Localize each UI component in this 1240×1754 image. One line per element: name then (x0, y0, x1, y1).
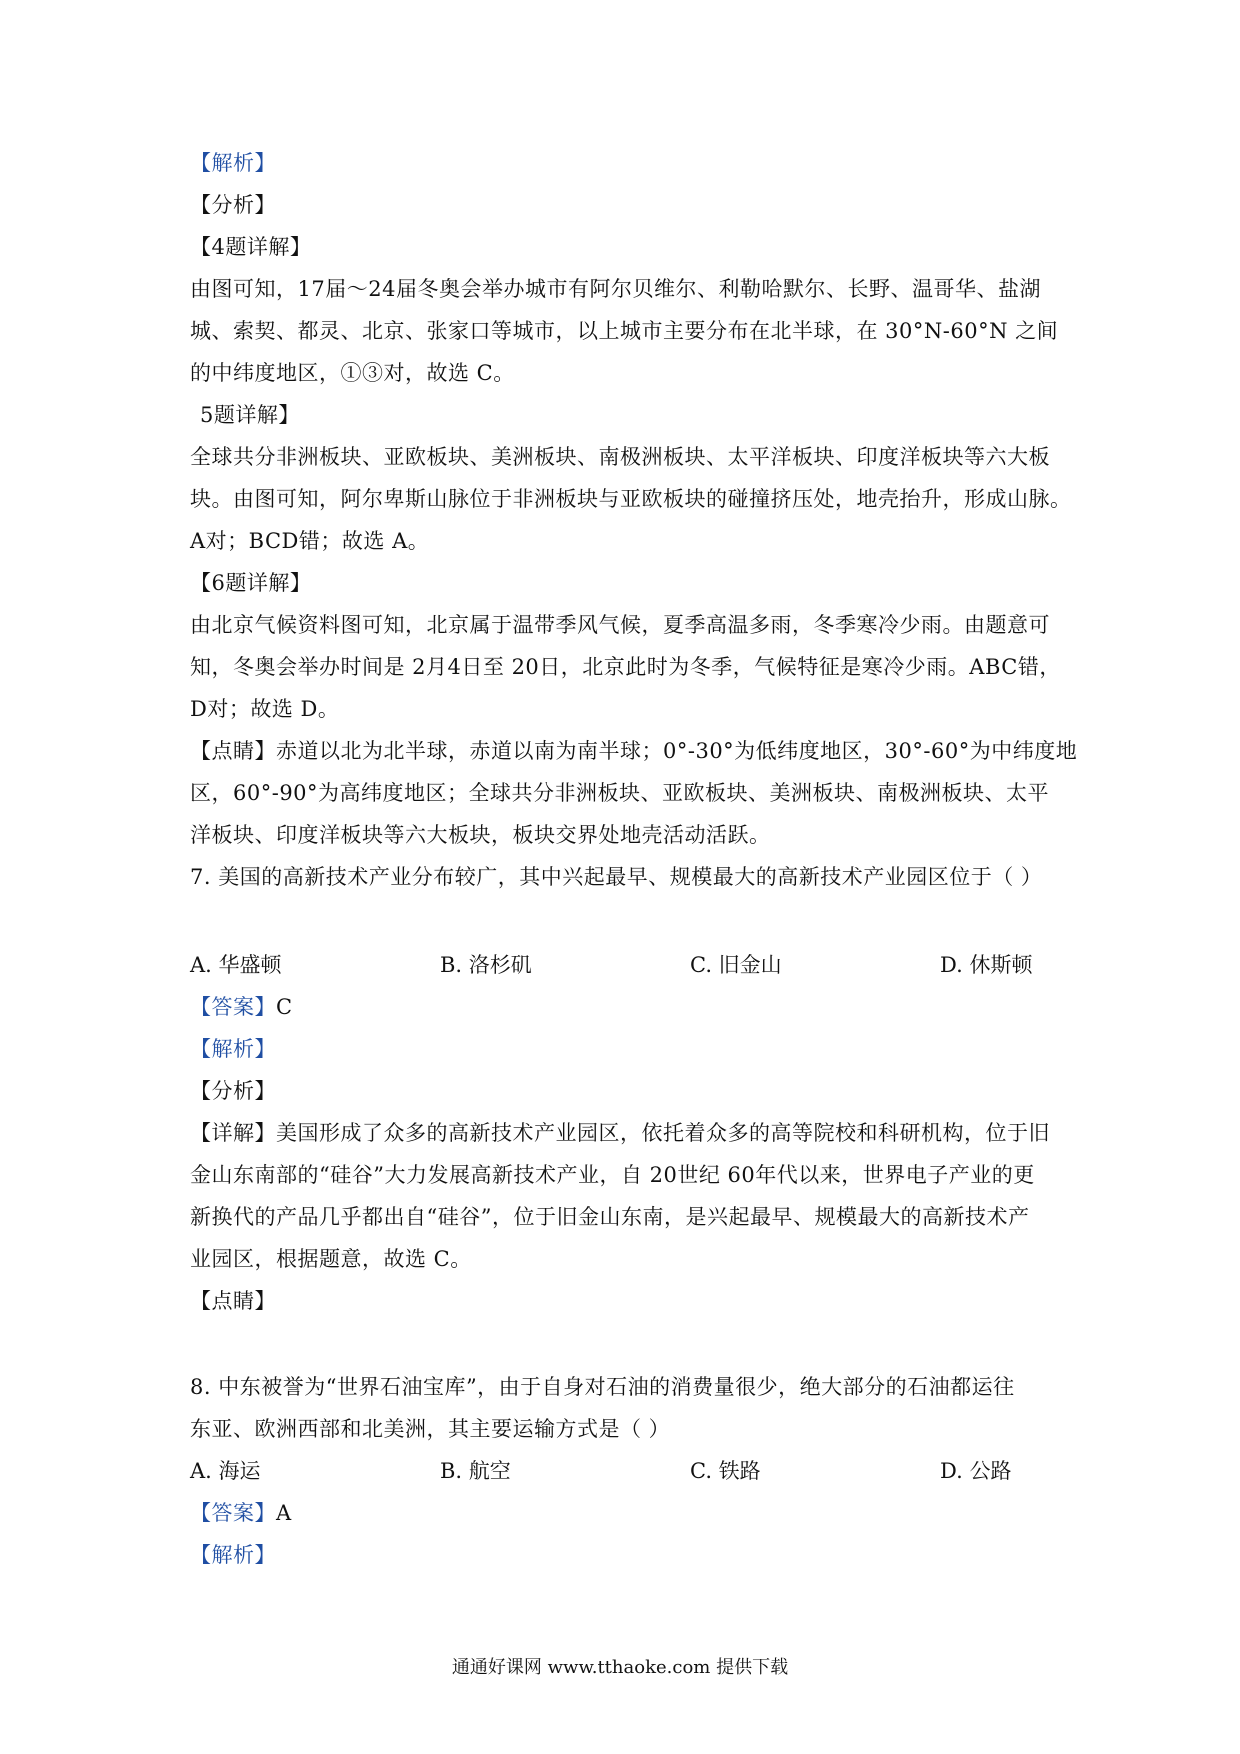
dianjing-paragraph (190, 736, 1078, 766)
q8-stem-line-2: 东亚、欧洲西部和北美洲，其主要运输方式是（ ） (190, 1417, 671, 1441)
q6-detail-heading: 【6题详解】 (190, 571, 312, 595)
dianjing-line-2: 区，60°-90°为高纬度地区；全球共分非洲板块、亚欧板块、美洲板块、南极洲板块、太平 (190, 781, 1050, 805)
q7-option-a: A. 华盛顿 (190, 953, 282, 977)
q6-detail-line-1: 由北京气候资料图可知，北京属于温带季风气候，夏季高温多雨，冬季寒冷少雨。由题意可 (190, 613, 1050, 637)
q7-stem: 7. 美国的高新技术产业分布较广，其中兴起最早、规模最大的高新技术产业园区位于（ ） (190, 865, 1043, 889)
q7-detail-line-1: 美国形成了众多的高新技术产业园区，依托着众多的高等院校和科研机构，位于旧 (276, 1121, 1050, 1145)
dianjing-tag: 【点睛】 (190, 739, 276, 763)
q7-detail-tag: 【详解】 (190, 1121, 276, 1145)
q7-answer-value: C (276, 995, 293, 1019)
q7-detail-line-4: 业园区，根据题意，故选 C。 (190, 1247, 472, 1271)
q7-option-d: D. 休斯顿 (940, 953, 1033, 977)
q5-detail-line-1: 全球共分非洲板块、亚欧板块、美洲板块、南极洲板块、太平洋板块、印度洋板块等六大板 (190, 445, 1050, 469)
q6-detail-line-2: 知，冬奥会举办时间是 2月4日至 20日，北京此时为冬季，气候特征是寒冷少雨。ABC错， (190, 655, 1061, 679)
q8-jiexi-label: 【解析】 (190, 1543, 276, 1567)
q7-answer (190, 992, 1060, 1022)
q8-stem-line-1: 8. 中东被誉为“世界石油宝库”，由于自身对石油的消费量很少，绝大部分的石油都运往 (190, 1375, 1015, 1399)
q7-detail-paragraph (190, 1118, 1060, 1148)
dianjing-line-3: 洋板块、印度洋板块等六大板块，板块交界处地壳活动活跃。 (190, 823, 771, 847)
q8-answer (190, 1498, 1060, 1528)
q5-detail-line-3: A对；BCD错；故选 A。 (190, 529, 430, 553)
q8-option-c: C. 铁路 (690, 1459, 761, 1483)
q8-answer-tag: 【答案】 (190, 1501, 276, 1525)
q5-detail-heading: 5题详解】 (200, 403, 300, 427)
dianjing-line-1: 赤道以北为北半球，赤道以南为南半球；0°-30°为低纬度地区，30°-60°为中纬度地 (276, 739, 1078, 763)
q4-detail-line-3: 的中纬度地区，①③对，故选 C。 (190, 361, 515, 385)
q6-detail-line-3: D对；故选 D。 (190, 697, 340, 721)
q8-option-d: D. 公路 (940, 1459, 1012, 1483)
q7-option-b: B. 洛杉矶 (440, 953, 532, 977)
q8-option-b: B. 航空 (440, 1459, 511, 1483)
q7-dianjing-label: 【点睛】 (190, 1289, 276, 1313)
q8-option-a: A. 海运 (190, 1459, 261, 1483)
q7-detail-line-3: 新换代的产品几乎都出自“硅谷”，位于旧金山东南，是兴起最早、规模最大的高新技术产 (190, 1205, 1030, 1229)
q4-detail-line-1: 由图可知，17届～24届冬奥会举办城市有阿尔贝维尔、利勒哈默尔、长野、温哥华、盐湖 (190, 277, 1041, 301)
q7-option-c: C. 旧金山 (690, 953, 782, 977)
q5-detail-line-2: 块。由图可知，阿尔卑斯山脉位于非洲板块与亚欧板块的碰撞挤压处，地壳抬升，形成山脉。 (190, 487, 1072, 511)
page-footer: 通通好课网 www.tthaoke.com 提供下载 (451, 1657, 789, 1678)
q4-detail-line-2: 城、索契、都灵、北京、张家口等城市，以上城市主要分布在北半球，在 30°N-60°N 之间 (190, 319, 1059, 343)
jiexi-label: 【解析】 (190, 151, 276, 175)
q4-detail-heading: 【4题详解】 (190, 235, 312, 259)
q8-answer-value: A (276, 1501, 292, 1525)
q7-fenxi-label: 【分析】 (190, 1079, 276, 1103)
q7-detail-line-2: 金山东南部的“硅谷”大力发展高新技术产业，自 20世纪 60年代以来，世界电子产业的更 (190, 1163, 1035, 1187)
q7-jiexi-label: 【解析】 (190, 1037, 276, 1061)
q7-answer-tag: 【答案】 (190, 995, 276, 1019)
fenxi-label: 【分析】 (190, 193, 276, 217)
